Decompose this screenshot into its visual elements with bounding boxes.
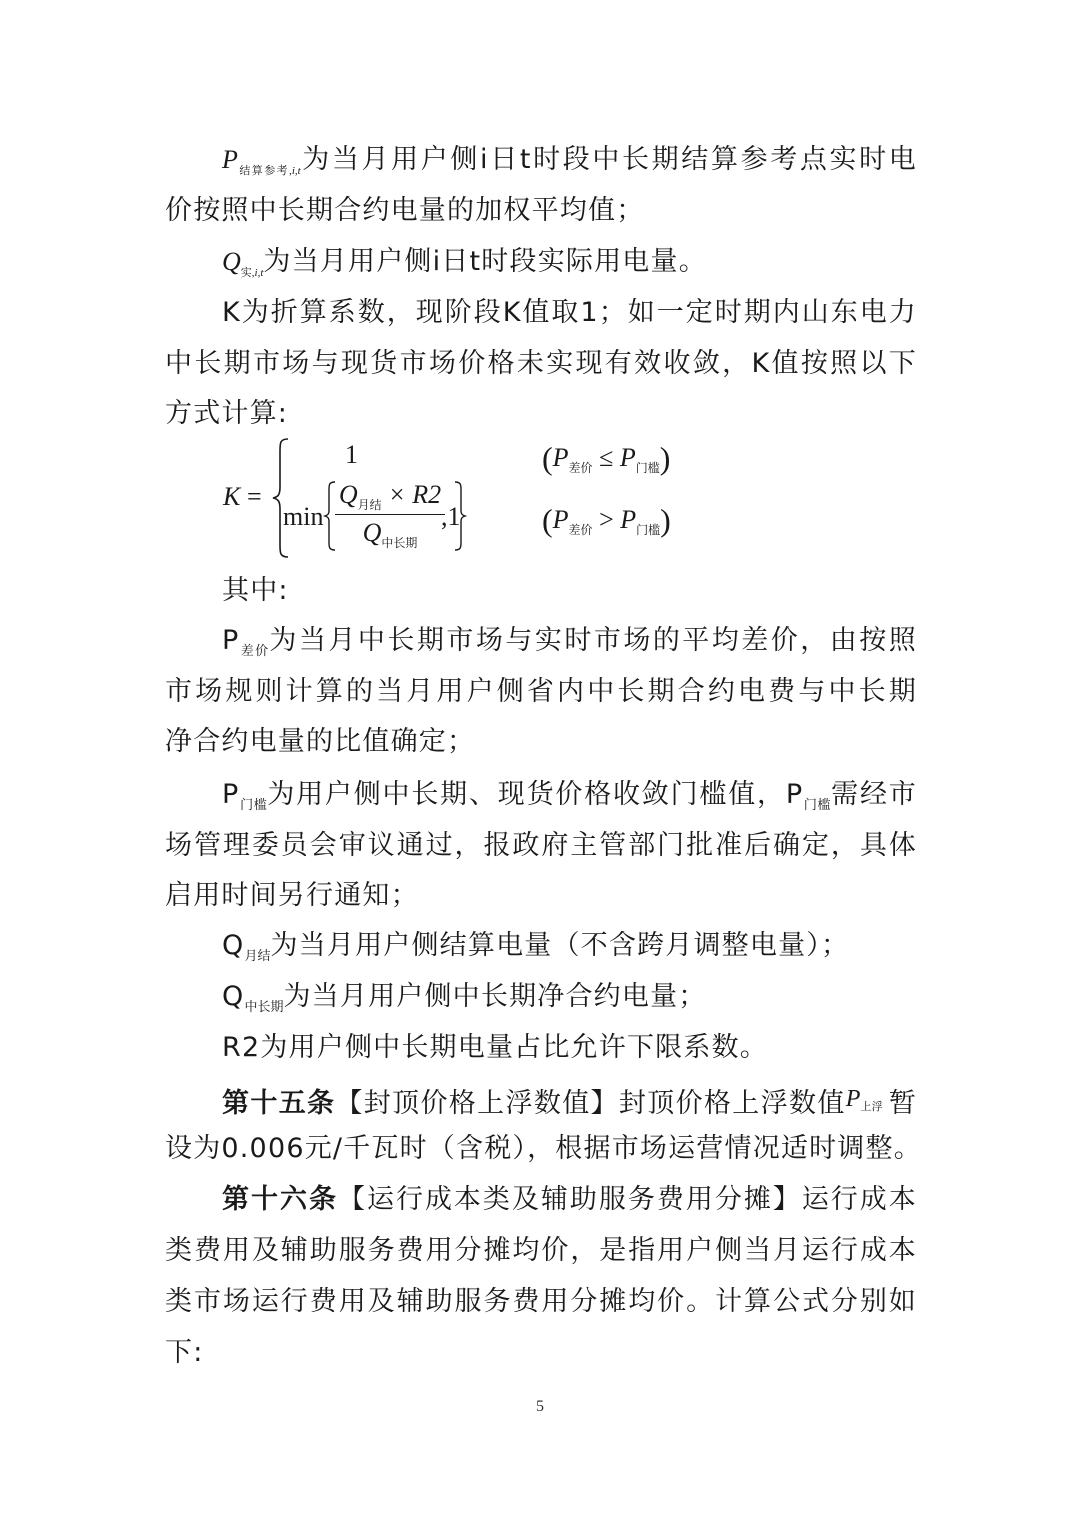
- case2-condition: $(P_{差价} > P_{门槛})$: [542, 502, 671, 538]
- fraction-denominator: [335, 518, 445, 551]
- symbol-subscript: 差价: [239, 644, 270, 659]
- cond-op: >: [599, 505, 614, 534]
- p-threshold-definition-line-1: [222, 777, 917, 824]
- k-definition-line-2: 中长期市场与现货市场价格未实现有效收敛，K值按照以下: [165, 348, 917, 379]
- p-diff-definition-line-2: 市场规则计算的当月用户侧省内中长期合约电费与中长期: [165, 676, 917, 707]
- line-text: 为当月用户侧i日t时段中长期结算参考点实时电: [300, 144, 918, 175]
- line-text-tail: 暂: [888, 1088, 918, 1119]
- line-text: 为用户侧中长期、现货价格收敛门槛值，: [267, 779, 786, 810]
- article-16-line-1: [222, 1182, 917, 1218]
- symbol-p: P: [845, 1086, 861, 1112]
- numerator-var: Q: [338, 480, 358, 509]
- cond-op: ≤: [599, 443, 614, 472]
- p-threshold-definition-line-2: 场管理委员会审议通过，报政府主管部门批准后确定，具体: [165, 830, 917, 861]
- symbol-q: Q: [222, 981, 245, 1012]
- p-diff-definition-line-1: [222, 623, 917, 670]
- cond-left-sub: 差价: [568, 523, 593, 537]
- cond-right-sub: 门槛: [636, 523, 661, 537]
- q-mid-definition: [222, 979, 917, 1026]
- symbol-p: P: [222, 779, 240, 810]
- article-15-line-1: [222, 1081, 917, 1125]
- definition-p-ref-line-1: [222, 142, 917, 189]
- subscript-text: 结算参考,: [237, 165, 292, 177]
- case2-min-func: min: [283, 502, 324, 531]
- case1-value: 1: [345, 440, 358, 469]
- p-diff-definition-line-3: 净合约电量的比值确定；: [165, 726, 476, 757]
- fraction-numerator: [335, 480, 445, 510]
- article-title: 【封顶价格上浮数值】: [335, 1088, 619, 1119]
- symbol-subscript: 月结: [244, 949, 271, 964]
- article-heading: 第十五条: [222, 1088, 336, 1119]
- page-number: 5: [536, 1398, 544, 1415]
- fraction: [335, 480, 445, 551]
- denominator-var: Q: [362, 518, 382, 548]
- article-16-line-3: 类市场运行费用及辅助服务费用分摊均价。计算公式分别如: [165, 1286, 917, 1317]
- line-text: 为当月用户侧中长期净合约电量；: [283, 981, 707, 1012]
- subscript-index: i,t: [291, 165, 301, 177]
- cond-left: P: [552, 505, 569, 534]
- inline-symbol-subscript: 门槛: [803, 798, 832, 813]
- article-16-line-4: 下:: [165, 1337, 204, 1368]
- symbol-subscript: 中长期: [244, 1000, 284, 1015]
- left-brace-icon: [270, 437, 292, 559]
- k-formula: [215, 432, 695, 562]
- symbol-q: Q: [222, 930, 245, 961]
- line-text: 为当月用户侧i日t时段实际用电量。: [263, 246, 707, 277]
- inline-symbol-p: P: [785, 779, 804, 810]
- symbol-subscript: 上浮: [860, 1101, 883, 1113]
- formula-lhs: K: [223, 482, 241, 511]
- article-16-line-2: 类费用及辅助服务费用分摊均价，是指用户侧当月运行成本: [165, 1235, 917, 1266]
- q-month-definition: [222, 928, 917, 975]
- symbol-subscript: 门槛: [239, 798, 268, 813]
- case1-condition: $(P_{差价} \le P_{门槛})$: [542, 440, 671, 476]
- definition-q-actual: [222, 244, 917, 291]
- numerator-sub: 月结: [357, 498, 382, 512]
- line-text: 封顶价格上浮数值: [618, 1088, 846, 1119]
- line-text: 为当月用户侧结算电量（不含跨月调整电量）；: [270, 930, 850, 961]
- k-definition-line-3: 方式计算:: [165, 398, 289, 429]
- symbol-q: Q: [222, 247, 241, 276]
- definition-p-ref-line-2: 价按照中长期合约电量的加权平均值；: [165, 195, 645, 226]
- cond-left: P: [552, 443, 569, 472]
- article-title: 【运行成本类及辅助服务费用分摊】: [337, 1184, 802, 1215]
- article-heading: 第十六条: [222, 1184, 338, 1215]
- r2-definition: R2为用户侧中长期电量占比允许下限系数。: [222, 1032, 768, 1063]
- symbol-subscript: [238, 165, 301, 177]
- subscript-text: 实,: [240, 267, 255, 279]
- article-15-line-2: 设为0.006元/千瓦时（含税），根据市场运营情况适时调整。: [165, 1133, 922, 1164]
- symbol-p: P: [222, 145, 238, 174]
- fraction-bar: [335, 514, 445, 515]
- denominator-sub: 中长期: [381, 536, 418, 551]
- p-threshold-definition-line-3: 启用时间另行通知；: [165, 880, 419, 911]
- cond-left-sub: 差价: [568, 461, 593, 475]
- line-text: 运行成本: [801, 1184, 917, 1215]
- line-text-tail: 需经市: [831, 779, 917, 810]
- cond-right-sub: 门槛: [635, 461, 660, 475]
- cond-right: P: [619, 443, 636, 472]
- subscript-index: i,t: [254, 267, 264, 279]
- numerator-rest: × R2: [388, 480, 442, 509]
- cond-right: P: [620, 505, 637, 534]
- inner-right-brace-icon: [453, 480, 467, 552]
- line-text: 为当月中长期市场与实时市场的平均差价，由按照: [269, 625, 917, 656]
- symbol-p: P: [222, 625, 240, 656]
- symbol-subscript: [241, 267, 264, 279]
- k-definition-line-1: K为折算系数，现阶段K值取1；如一定时期内山东电力: [222, 297, 917, 328]
- where-label: 其中:: [222, 575, 289, 606]
- case2-tail: ,1: [441, 502, 461, 531]
- formula-equals: =: [247, 482, 262, 511]
